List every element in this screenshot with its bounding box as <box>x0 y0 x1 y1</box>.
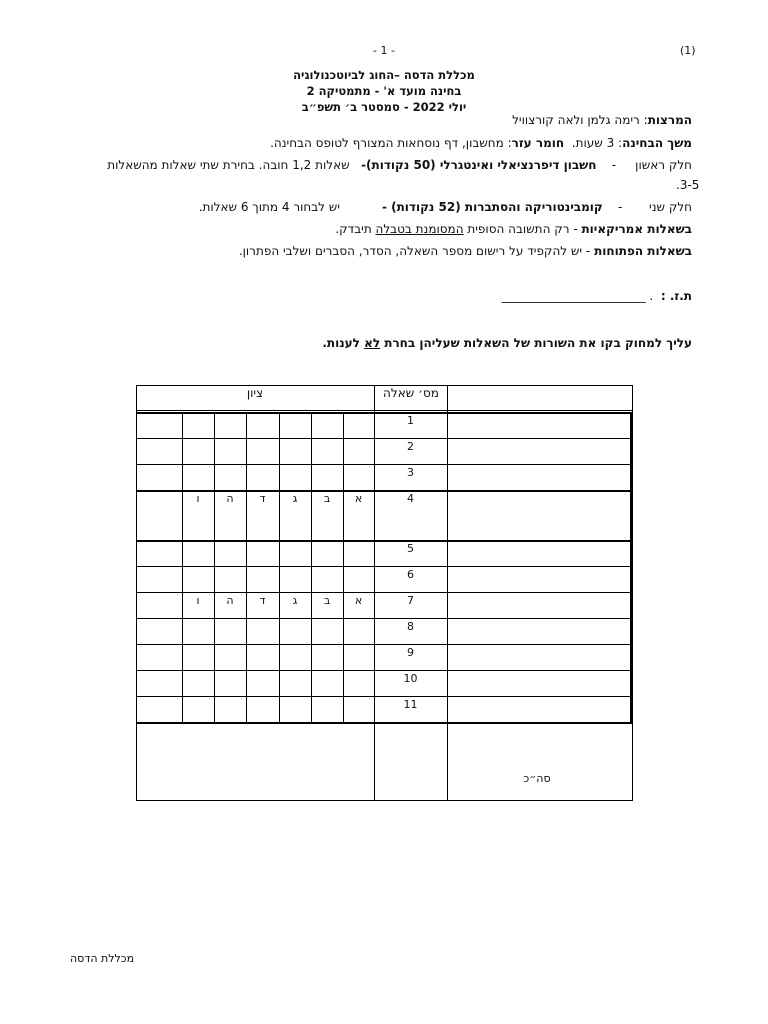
question-number: 7 <box>407 594 414 607</box>
table-row-line <box>136 696 632 697</box>
option-letter: ד <box>259 492 266 505</box>
table-row-line <box>136 618 632 619</box>
option-letter: ו <box>196 594 200 607</box>
american-value-underlined: המסומנת בטבלה <box>375 222 464 236</box>
part1-rule: שאלות 1,2 חובה. בחירת שתי שאלות מהשאלות <box>107 158 350 172</box>
question-number: 4 <box>407 492 414 505</box>
table-row-line <box>136 670 632 671</box>
page-number: - 1 - <box>373 44 395 57</box>
table-row-line <box>136 644 632 645</box>
header-exam: בחינה מועד א' - מתמטיקה 2 <box>306 84 462 98</box>
option-letter: ו <box>196 492 200 505</box>
footer-college: מכללת הדסה <box>70 952 135 965</box>
part2-dash: - <box>617 200 623 214</box>
part1-subject: חשבון דיפרנציאלי ואינטגרלי (50 נקודות)- <box>361 158 597 172</box>
part2-rule: יש לבחור 4 מתוך 6 שאלות. <box>198 200 340 214</box>
table-col-line <box>279 412 280 722</box>
option-letter: ב <box>323 594 331 607</box>
part1-line <box>107 158 692 172</box>
instruction-part-a: עליך למחוק בקו את השורות של השאלות שעליהן בחרת <box>380 336 692 350</box>
header-college: מכללת הדסה –החוג לביוטכנולוגיה <box>293 68 475 82</box>
table-border-bottom <box>136 800 633 801</box>
table-row-line <box>136 412 632 414</box>
option-letter: ה <box>226 594 234 607</box>
header-grade: ציון <box>246 386 264 400</box>
part1-label: חלק ראשון <box>635 158 692 172</box>
american-line <box>335 222 692 236</box>
option-letter: ג <box>292 594 298 607</box>
table-border-right <box>632 385 633 800</box>
table-col-line <box>374 385 375 800</box>
question-number: 1 <box>407 414 414 427</box>
part1-rule-cont: .3-5 <box>676 178 700 192</box>
material-value: : מחשבון, דף נוסחאות המצורף לטופס הבחינה. <box>270 136 512 150</box>
part2-subject: קומבינטוריקה והסתברות (52 נקודות) - <box>381 200 603 214</box>
table-border-left <box>136 385 137 800</box>
open-line <box>239 244 692 258</box>
instruction-part-b: לענות. <box>322 336 365 350</box>
american-label: בשאלות אמריקאיות <box>581 222 692 236</box>
page-corner-number: (1) <box>680 44 696 57</box>
table-row-line <box>136 490 632 492</box>
table-border-top <box>136 385 632 386</box>
table-row-line <box>136 592 632 593</box>
duration-value: : 3 שעות. <box>571 136 623 150</box>
teachers-line <box>512 113 692 127</box>
part1-dash: - <box>611 158 617 172</box>
american-value-b: תיבדק. <box>335 222 376 236</box>
part2-line <box>199 200 692 214</box>
question-number: 3 <box>407 466 414 479</box>
id-label: ת.ז. : <box>660 289 692 303</box>
option-letter: א <box>354 594 363 607</box>
material-label: חומר עזר <box>511 136 565 150</box>
question-number: 9 <box>407 646 414 659</box>
header-question-number: מס׳ שאלה <box>383 386 439 400</box>
question-number: 8 <box>407 620 414 633</box>
open-label: בשאלות הפתוחות <box>594 244 692 258</box>
option-letter: ד <box>259 594 266 607</box>
table-col-line <box>311 412 312 722</box>
teachers-label: המרצות <box>647 113 692 127</box>
option-letter: א <box>354 492 363 505</box>
total-label: סה״כ <box>523 772 551 785</box>
table-row-line <box>136 566 632 567</box>
table-col-line <box>214 412 215 722</box>
open-value: - יש להקפיד על רישום מספר השאלה, הסדר, הסברים ושלבי הפתרון. <box>238 244 595 258</box>
table-col-line <box>182 412 183 722</box>
header-date: יולי 2022 - סמסטר ב׳ תשפ״ב <box>301 100 467 114</box>
table-row-line <box>136 540 632 542</box>
table-row-line <box>136 464 632 465</box>
option-letter: ב <box>323 492 331 505</box>
option-letter: ג <box>292 492 298 505</box>
question-number: 5 <box>407 542 414 555</box>
table-col-line <box>630 412 632 722</box>
american-value-a: - רק התשובה הסופית <box>463 222 582 236</box>
duration-label: משך הבחינה <box>622 136 692 150</box>
id-field <box>502 289 692 303</box>
table-row-line <box>136 722 632 724</box>
question-number: 2 <box>407 440 414 453</box>
table-col-line <box>447 385 448 800</box>
question-number: 6 <box>407 568 414 581</box>
table-col-line <box>246 412 247 722</box>
instruction-underlined: לא <box>364 336 381 350</box>
teachers-value: : רימה גלמן ולאה קורצוויל <box>512 113 648 127</box>
duration-line <box>270 136 692 150</box>
option-letter: ה <box>226 492 234 505</box>
table-row-line <box>136 438 632 439</box>
table-header-divider <box>136 410 632 411</box>
id-blank[interactable]: ________________________ . <box>501 289 654 303</box>
part2-label: חלק שני <box>649 200 692 214</box>
strike-instruction <box>322 336 692 350</box>
question-number: 11 <box>403 698 418 711</box>
table-col-line <box>343 412 344 722</box>
question-number: 10 <box>403 672 418 685</box>
